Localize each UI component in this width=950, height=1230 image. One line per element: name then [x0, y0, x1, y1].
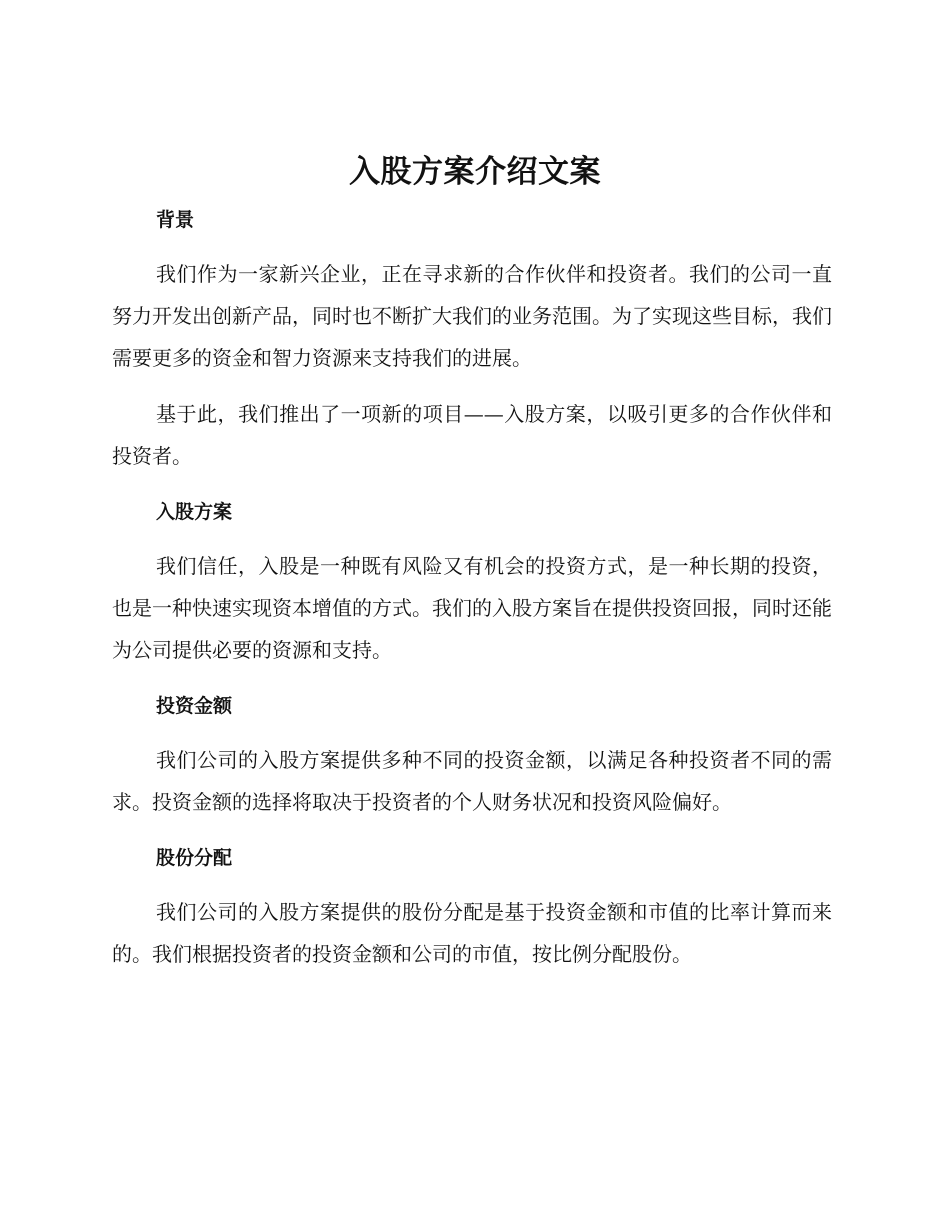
section-heading-investment-amount: 投资金额 [156, 695, 233, 717]
investment-amount-paragraph: 我们公司的入股方案提供多种不同的投资金额，以满足各种投资者不同的需求。投资金额的选择将取决于投资者的个人财务状况和投资风险偏好。 [112, 748, 832, 814]
document-title: 入股方案介绍文案 [349, 154, 601, 190]
section-heading-background: 背景 [156, 209, 195, 231]
background-paragraph-1: 我们作为一家新兴企业，正在寻求新的合作伙伴和投资者。我们的公司一直努力开发出创新产品，同时也不断扩大我们的业务范围。为了实现这些目标，我们需要更多的资金和智力资源来支持我们的进展。 [112, 262, 832, 370]
share-allocation-paragraph: 我们公司的入股方案提供的股份分配是基于投资金额和市值的比率计算而来的。我们根据投资者的投资金额和公司的市值，按比例分配股份。 [112, 900, 832, 966]
background-paragraph-2: 基于此，我们推出了一项新的项目——入股方案，以吸引更多的合作伙伴和投资者。 [112, 402, 832, 468]
equity-plan-paragraph: 我们信任，入股是一种既有风险又有机会的投资方式，是一种长期的投资，也是一种快速实现资本增值的方式。我们的入股方案旨在提供投资回报，同时还能为公司提供必要的资源和支持。 [112, 554, 832, 662]
section-heading-share-allocation: 股份分配 [156, 847, 233, 869]
section-heading-equity-plan: 入股方案 [156, 501, 233, 523]
